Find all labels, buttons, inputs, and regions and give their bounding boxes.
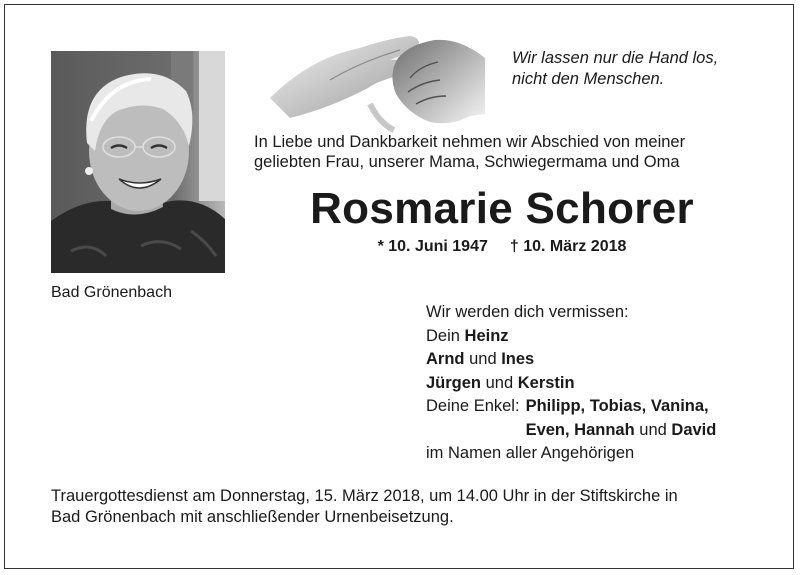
text: Dein — [426, 326, 460, 345]
mourner-line — [426, 348, 716, 372]
mourners-footer: im Namen aller Angehörigen — [426, 444, 635, 462]
mourner-name: Even, Hannah — [525, 420, 635, 439]
text: und — [485, 373, 514, 392]
death-date: † 10. März 2018 — [509, 238, 627, 255]
birth-date: * 10. Juni 1947 — [377, 238, 488, 255]
holding-hands-image — [270, 18, 485, 133]
text: und — [469, 350, 497, 368]
portrait-photo — [51, 51, 225, 273]
quote-line: nicht den Menschen. — [512, 70, 665, 88]
mourner-line — [426, 325, 716, 349]
mourners-list — [426, 301, 716, 466]
mourner-name: David — [671, 420, 717, 439]
text: und — [639, 420, 667, 439]
mourner-line — [426, 372, 716, 396]
grandchildren — [426, 395, 716, 442]
service-info — [51, 486, 678, 528]
quote — [512, 48, 718, 90]
life-dates — [254, 238, 750, 256]
quote-line: Wir lassen nur die Hand los, — [512, 49, 719, 67]
mourner-name: Kerstin — [517, 373, 575, 392]
place-label: Bad Grönenbach — [51, 284, 172, 301]
mourner-name: Heinz — [464, 326, 509, 345]
mourner-name: Arnd — [426, 350, 465, 368]
grandchildren-line: Philipp, Tobias, Vanina, — [525, 397, 709, 415]
mourner-name: Jürgen — [426, 373, 482, 392]
mourners-heading: Wir werden dich vermissen: — [426, 303, 629, 321]
grandchildren-names — [526, 395, 717, 442]
intro-line: geliebten Frau, unserer Mama, Schwiegermama und Oma — [254, 153, 680, 171]
grandchildren-label: Deine Enkel: — [426, 397, 520, 415]
grandchildren-line — [526, 419, 717, 443]
intro-line: In Liebe und Dankbarkeit nehmen wir Abschied von meiner — [254, 133, 686, 151]
service-line: Bad Grönenbach mit anschließender Urnenbeisetzung. — [51, 508, 454, 526]
deceased-name: Rosmarie Schorer — [310, 184, 694, 233]
intro-text — [254, 132, 685, 172]
service-line: Trauergottesdienst am Donnerstag, 15. März 2018, um 14.00 Uhr in der Stiftskirche in — [51, 487, 678, 505]
mourner-name: Ines — [501, 350, 535, 368]
